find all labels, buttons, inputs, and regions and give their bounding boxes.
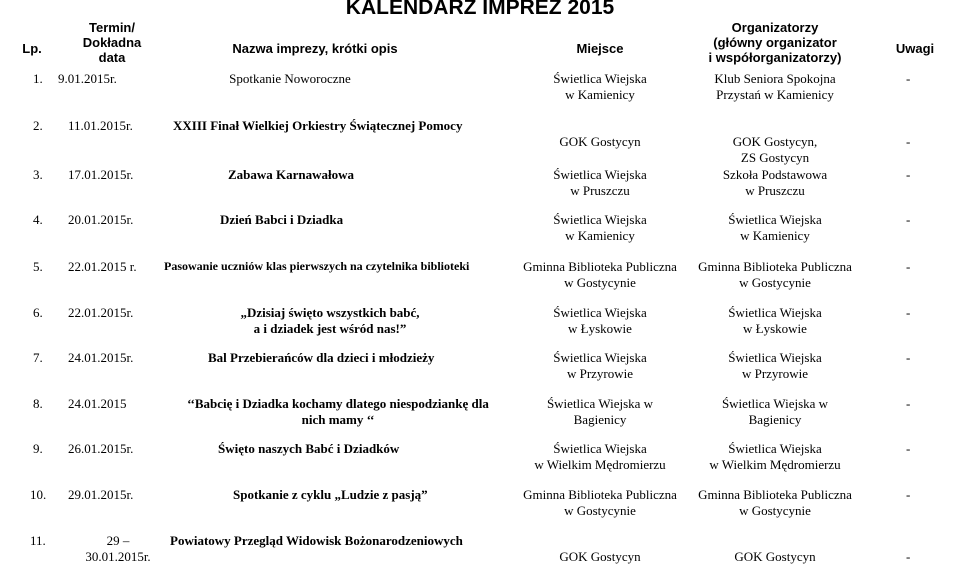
row-number: 2. (33, 118, 43, 133)
row-place: Świetlica Wiejska w Przyrowie (553, 350, 647, 381)
row-notes: - (906, 396, 911, 411)
row-organizers: Świetlica Wiejska w Kamienicy (728, 212, 822, 243)
header-organizers: Organizatorzy (główny organizator i współorganizatorzy) (708, 20, 842, 65)
row-organizers: Szkoła Podstawowa w Pruszczu (722, 167, 828, 198)
row-event-name: Bal Przebierańców dla dzieci i młodzieży (208, 350, 435, 365)
document-title: KALENDARZ IMPREZ 2015 (345, 0, 615, 19)
row-notes: - (906, 71, 911, 86)
row-number: 10. (30, 487, 47, 502)
row-place: GOK Gostycyn (559, 134, 641, 149)
row-organizers: GOK Gostycyn, ZS Gostycyn (732, 134, 818, 165)
header-place: Miejsce (576, 41, 624, 56)
row-notes: - (906, 305, 911, 320)
row-number: 7. (33, 350, 43, 365)
header-name: Nazwa imprezy, krótki opis (232, 41, 398, 56)
row-organizers: Świetlica Wiejska w Przyrowie (728, 350, 822, 381)
row-date: 9.01.2015r. (58, 71, 117, 86)
row-date: 22.01.2015 r. (68, 259, 137, 274)
row-event-name: Powiatowy Przegląd Widowisk Bożonarodzeniowych (170, 533, 463, 548)
row-organizers: Klub Seniora Spokojna Przystań w Kamienicy (714, 71, 836, 102)
row-date: 17.01.2015r. (68, 167, 134, 182)
row-number: 1. (33, 71, 43, 86)
row-notes: - (906, 134, 911, 149)
row-organizers: Świetlica Wiejska w Bagienicy (721, 396, 829, 427)
row-number: 8. (33, 396, 43, 411)
row-date: 29 – 30.01.2015r. (85, 533, 151, 564)
row-event-name: Pasowanie uczniów klas pierwszych na czytelnika biblioteki (164, 259, 470, 273)
row-date: 26.01.2015r. (68, 441, 134, 456)
header-notes: Uwagi (895, 41, 935, 56)
row-place: GOK Gostycyn (559, 549, 641, 564)
row-organizers: Świetlica Wiejska w Wielkim Mędromierzu (709, 441, 841, 472)
row-notes: - (906, 549, 911, 564)
row-event-name: Święto naszych Babć i Dziadków (218, 441, 400, 456)
row-organizers: Gminna Biblioteka Publiczna w Gostycynie (698, 259, 852, 290)
row-event-name: ‘‘Babcię i Dziadka kochamy dlatego niespodziankę dla nich mamy ‘‘ (187, 396, 489, 427)
row-place: Świetlica Wiejska w Pruszczu (553, 167, 647, 198)
row-organizers: Świetlica Wiejska w Łyskowie (728, 305, 822, 336)
row-place: Świetlica Wiejska w Bagienicy (546, 396, 654, 427)
header-lp: Lp. (22, 41, 42, 56)
row-number: 11. (30, 533, 46, 548)
row-date: 24.01.2015r. (68, 350, 134, 365)
row-date: 29.01.2015r. (68, 487, 134, 502)
row-number: 9. (33, 441, 43, 456)
row-event-name: Spotkanie z cyklu „Ludzie z pasją” (233, 487, 428, 502)
row-date: 20.01.2015r. (68, 212, 134, 227)
row-date: 22.01.2015r. (68, 305, 134, 320)
row-notes: - (906, 167, 911, 182)
row-event-name: Spotkanie Noworoczne (229, 71, 351, 86)
header-date: Termin/ Dokładna data (82, 20, 142, 65)
row-notes: - (906, 259, 911, 274)
row-notes: - (906, 487, 911, 502)
row-notes: - (906, 441, 911, 456)
row-place: Świetlica Wiejska w Kamienicy (553, 71, 647, 102)
row-notes: - (906, 350, 911, 365)
row-event-name: XXIII Finał Wielkiej Orkiestry Świątecznej Pomocy (173, 118, 463, 133)
row-place: Świetlica Wiejska w Łyskowie (553, 305, 647, 336)
row-place: Gminna Biblioteka Publiczna w Gostycynie (523, 487, 677, 518)
row-place: Świetlica Wiejska w Kamienicy (553, 212, 647, 243)
row-number: 6. (33, 305, 43, 320)
row-number: 4. (33, 212, 43, 227)
row-place: Świetlica Wiejska w Wielkim Mędromierzu (534, 441, 666, 472)
row-date: 11.01.2015r. (68, 118, 133, 133)
row-event-name: Dzień Babci i Dziadka (220, 212, 344, 227)
row-event-name: „Dzisiaj święto wszystkich babć, a i dziadek jest wśród nas!” (240, 305, 420, 336)
row-event-name: Zabawa Karnawałowa (228, 167, 355, 182)
row-organizers: Gminna Biblioteka Publiczna w Gostycynie (698, 487, 852, 518)
row-place: Gminna Biblioteka Publiczna w Gostycynie (523, 259, 677, 290)
row-number: 5. (33, 259, 43, 274)
row-date: 24.01.2015 (68, 396, 127, 411)
row-number: 3. (33, 167, 43, 182)
row-organizers: GOK Gostycyn (734, 549, 816, 564)
row-notes: - (906, 212, 911, 227)
